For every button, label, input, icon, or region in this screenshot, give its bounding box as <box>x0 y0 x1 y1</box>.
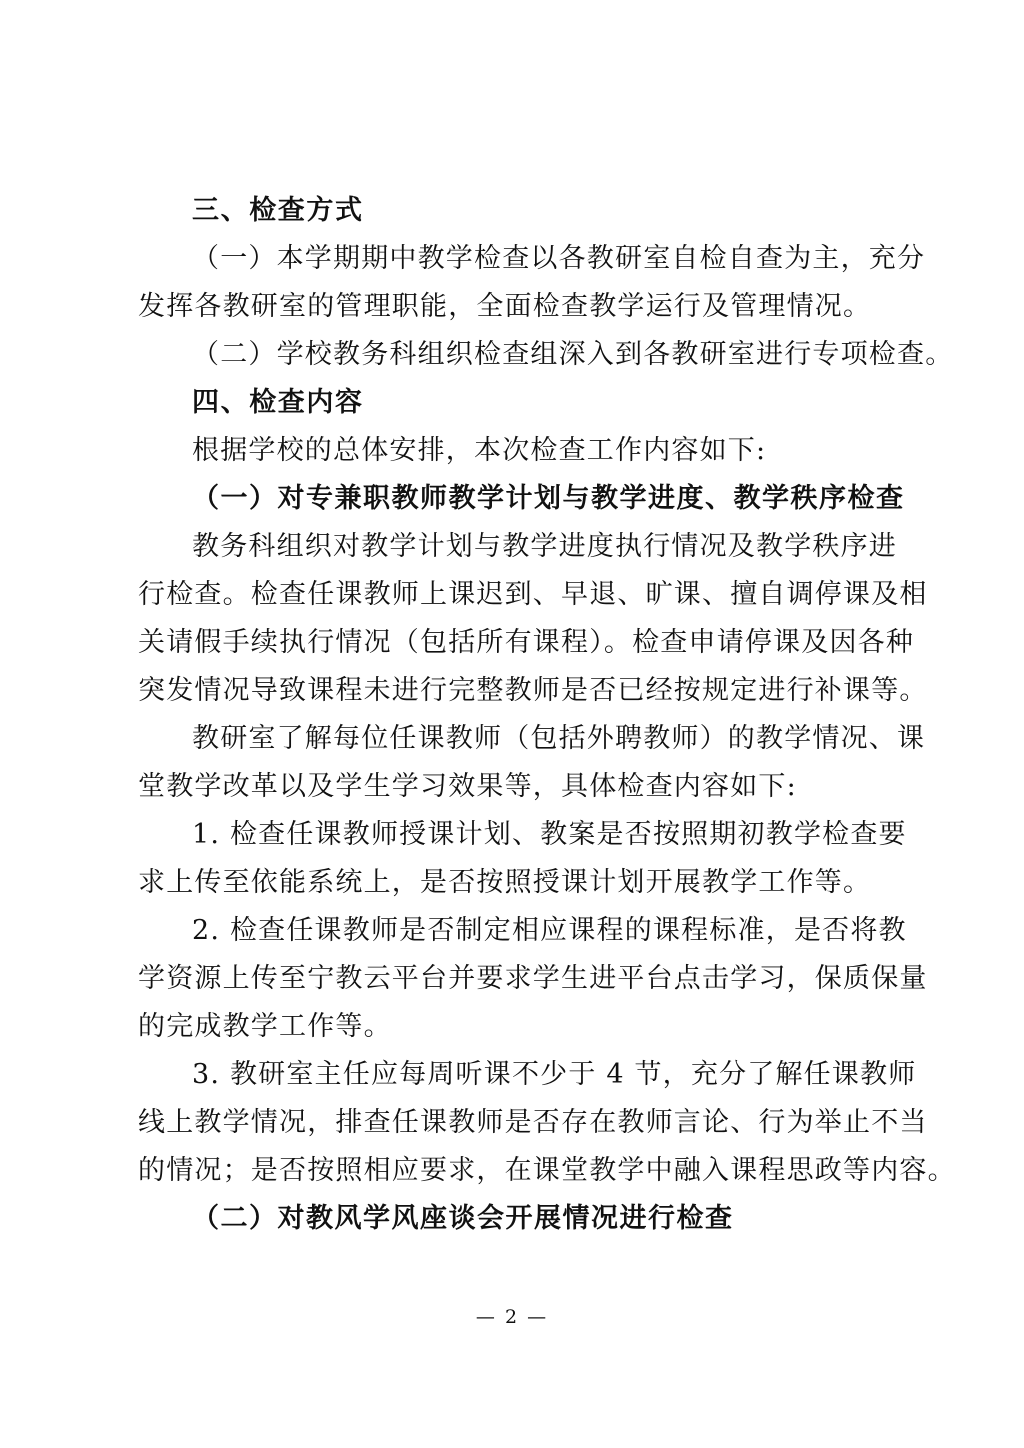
paragraph-line: 的完成教学工作等。 <box>138 1011 392 1042</box>
paragraph-line: 关请假手续执行情况（包括所有课程）。检查申请停课及因各种 <box>138 627 915 658</box>
paragraph-line: 堂教学改革以及学生学习效果等，具体检查内容如下: <box>138 771 797 802</box>
paragraph-line: 线上教学情况，排查任课教师是否存在教师言论、行为举止不当 <box>138 1107 928 1138</box>
paragraph-line: 求上传至依能系统上，是否按照授课计划开展教学工作等。 <box>138 867 872 898</box>
paragraph-line: 教务科组织对教学计划与教学进度执行情况及教学秩序进 <box>192 531 897 562</box>
paragraph-line: （二）学校教务科组织检查组深入到各教研室进行专项检查。 <box>192 339 954 370</box>
section-heading-inspection-method: 三、检查方式 <box>192 195 364 226</box>
paragraph-line: 教研室了解每位任课教师（包括外聘教师）的教学情况、课 <box>192 723 926 754</box>
subsection-heading-style-forum-check: （二）对教风学风座谈会开展情况进行检查 <box>192 1203 734 1234</box>
paragraph-line: （一）本学期期中教学检查以各教研室自检自查为主，充分 <box>192 243 926 274</box>
page-number: — 2 — <box>475 1306 549 1328</box>
subsection-heading-teaching-plan-check: （一）对专兼职教师教学计划与教学进度、教学秩序检查 <box>192 483 905 514</box>
numbered-item-3: 3. 教研室主任应每周听课不少于 4 节，充分了解任课教师 <box>192 1059 917 1090</box>
paragraph-line: 发挥各教研室的管理职能，全面检查教学运行及管理情况。 <box>138 291 872 322</box>
numbered-item-2: 2. 检查任课教师是否制定相应课程的课程标准，是否将教 <box>192 915 907 946</box>
paragraph-line: 行检查。检查任课教师上课迟到、早退、旷课、擅自调停课及相 <box>138 579 928 610</box>
paragraph-line: 根据学校的总体安排，本次检查工作内容如下: <box>192 435 767 466</box>
numbered-item-1: 1. 检查任课教师授课计划、教案是否按照期初教学检查要 <box>192 819 907 850</box>
paragraph-line: 学资源上传至宁教云平台并要求学生进平台点击学习，保质保量 <box>138 963 928 994</box>
paragraph-line: 的情况；是否按照相应要求，在课堂教学中融入课程思政等内容。 <box>138 1155 956 1186</box>
paragraph-line: 突发情况导致课程未进行完整教师是否已经按规定进行补课等。 <box>138 675 928 706</box>
section-heading-inspection-content: 四、检查内容 <box>192 387 364 418</box>
